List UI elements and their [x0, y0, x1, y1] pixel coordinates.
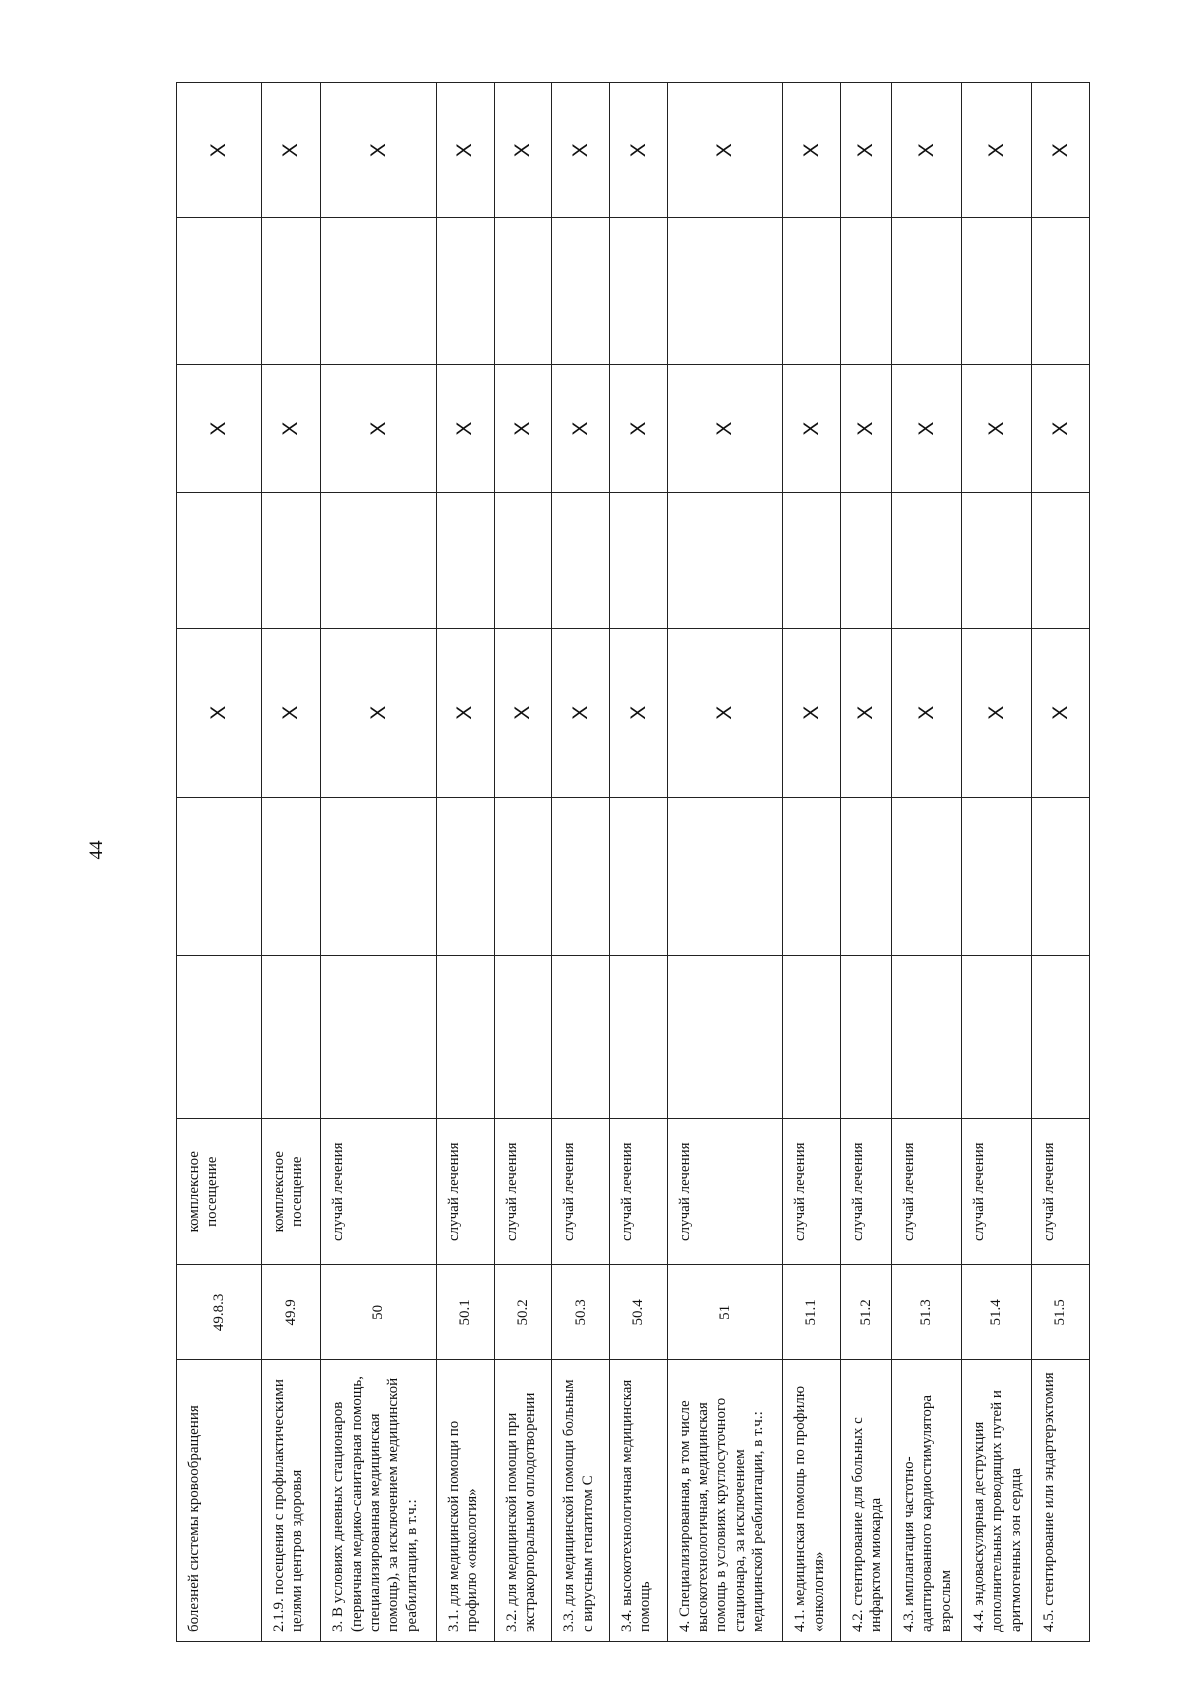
service-name-cell: 3.3. для медицинской помощи больным с вирусным гепатитом С — [552, 1360, 610, 1642]
value-cell-4 — [892, 493, 962, 628]
value-cell-7: X — [667, 83, 782, 218]
unit-cell: случай лечения — [321, 1118, 436, 1265]
value-cell-5: X — [962, 364, 1032, 493]
value-cell-3: X — [610, 628, 668, 797]
value-cell-7: X — [840, 83, 891, 218]
unit-cell: случай лечения — [610, 1118, 668, 1265]
table-row — [962, 83, 1032, 1642]
service-name-cell: 3.2. для медицинской помощи при экстракорпоральном оплодотворении — [494, 1360, 552, 1642]
value-cell-2 — [667, 797, 782, 955]
value-cell-7: X — [1032, 83, 1090, 218]
value-cell-7: X — [177, 83, 262, 218]
unit-cell: случай лечения — [840, 1118, 891, 1265]
value-cell-5: X — [321, 364, 436, 493]
value-cell-1 — [436, 955, 494, 1118]
row-code-cell: 51.3 — [892, 1265, 962, 1360]
table-row — [494, 83, 552, 1642]
value-cell-1 — [552, 955, 610, 1118]
service-name-cell: 3.4. высокотехнологичная медицинская помощь — [610, 1360, 668, 1642]
value-cell-4 — [667, 493, 782, 628]
table-row — [321, 83, 436, 1642]
value-cell-4 — [962, 493, 1032, 628]
value-cell-6 — [667, 218, 782, 365]
value-cell-5: X — [840, 364, 891, 493]
table-row — [261, 83, 321, 1642]
value-cell-2 — [436, 797, 494, 955]
value-cell-4 — [552, 493, 610, 628]
value-cell-6 — [610, 218, 668, 365]
value-cell-7: X — [783, 83, 841, 218]
table-row — [552, 83, 610, 1642]
value-cell-3: X — [177, 628, 262, 797]
value-cell-6 — [962, 218, 1032, 365]
value-cell-5: X — [261, 364, 321, 493]
table-row — [783, 83, 841, 1642]
service-name-cell: 3.1. для медицинской помощи по профилю «онкология» — [436, 1360, 494, 1642]
value-cell-7: X — [962, 83, 1032, 218]
value-cell-2 — [494, 797, 552, 955]
service-name-cell: 3. В условиях дневных стационаров (первичная медико-санитарная помощь, специализированная медицинская помощь), за исключением медицинской реабилитации, в т.ч.: — [321, 1360, 436, 1642]
row-code-cell: 51.1 — [783, 1265, 841, 1360]
unit-cell: случай лечения — [494, 1118, 552, 1265]
table-row — [436, 83, 494, 1642]
value-cell-5: X — [783, 364, 841, 493]
row-code-cell: 50.2 — [494, 1265, 552, 1360]
value-cell-2 — [1032, 797, 1090, 955]
table-row — [667, 83, 782, 1642]
value-cell-1 — [1032, 955, 1090, 1118]
value-cell-6 — [436, 218, 494, 365]
table-row — [610, 83, 668, 1642]
value-cell-6 — [494, 218, 552, 365]
value-cell-3: X — [321, 628, 436, 797]
value-cell-5: X — [667, 364, 782, 493]
value-cell-1 — [177, 955, 262, 1118]
value-cell-3: X — [667, 628, 782, 797]
row-code-cell: 49.9 — [261, 1265, 321, 1360]
service-name-cell: болезней системы кровообращения — [177, 1360, 262, 1642]
row-code-cell: 50 — [321, 1265, 436, 1360]
value-cell-7: X — [436, 83, 494, 218]
row-code-cell: 50.4 — [610, 1265, 668, 1360]
unit-cell: случай лечения — [436, 1118, 494, 1265]
value-cell-3: X — [783, 628, 841, 797]
value-cell-7: X — [261, 83, 321, 218]
value-cell-4 — [177, 493, 262, 628]
value-cell-2 — [892, 797, 962, 955]
value-cell-3: X — [494, 628, 552, 797]
service-name-cell: 4.5. стентирование или эндартерэктомия — [1032, 1360, 1090, 1642]
row-code-cell: 51.4 — [962, 1265, 1032, 1360]
value-cell-1 — [892, 955, 962, 1118]
row-code-cell: 50.1 — [436, 1265, 494, 1360]
row-code-cell: 51 — [667, 1265, 782, 1360]
unit-cell: случай лечения — [962, 1118, 1032, 1265]
value-cell-4 — [261, 493, 321, 628]
value-cell-6 — [783, 218, 841, 365]
value-cell-6 — [552, 218, 610, 365]
value-cell-3: X — [552, 628, 610, 797]
value-cell-4 — [494, 493, 552, 628]
unit-cell: случай лечения — [552, 1118, 610, 1265]
value-cell-2 — [177, 797, 262, 955]
value-cell-3: X — [436, 628, 494, 797]
value-cell-1 — [840, 955, 891, 1118]
unit-cell: комплексное посещение — [177, 1118, 262, 1265]
row-code-cell: 51.2 — [840, 1265, 891, 1360]
row-code-cell: 51.5 — [1032, 1265, 1090, 1360]
value-cell-7: X — [552, 83, 610, 218]
service-name-cell: 4.1. медицинская помощь по профилю «онкология» — [783, 1360, 841, 1642]
volume-table — [176, 82, 1090, 1642]
row-code-cell: 50.3 — [552, 1265, 610, 1360]
value-cell-6 — [1032, 218, 1090, 365]
service-name-cell: 4.2. стентирование для больных с инфарктом миокарда — [840, 1360, 891, 1642]
value-cell-1 — [494, 955, 552, 1118]
service-name-cell: 2.1.9. посещения с профилактическими целями центров здоровья — [261, 1360, 321, 1642]
value-cell-4 — [840, 493, 891, 628]
value-cell-2 — [610, 797, 668, 955]
value-cell-3: X — [840, 628, 891, 797]
unit-cell: случай лечения — [783, 1118, 841, 1265]
value-cell-1 — [962, 955, 1032, 1118]
value-cell-1 — [667, 955, 782, 1118]
value-cell-2 — [321, 797, 436, 955]
value-cell-4 — [1032, 493, 1090, 628]
value-cell-2 — [783, 797, 841, 955]
value-cell-1 — [610, 955, 668, 1118]
value-cell-3: X — [892, 628, 962, 797]
value-cell-4 — [610, 493, 668, 628]
value-cell-4 — [783, 493, 841, 628]
value-cell-7: X — [892, 83, 962, 218]
value-cell-1 — [783, 955, 841, 1118]
value-cell-1 — [261, 955, 321, 1118]
value-cell-7: X — [610, 83, 668, 218]
value-cell-5: X — [892, 364, 962, 493]
value-cell-5: X — [610, 364, 668, 493]
value-cell-5: X — [494, 364, 552, 493]
value-cell-5: X — [1032, 364, 1090, 493]
value-cell-5: X — [436, 364, 494, 493]
value-cell-2 — [962, 797, 1032, 955]
value-cell-1 — [321, 955, 436, 1118]
value-cell-6 — [177, 218, 262, 365]
table-row — [177, 83, 262, 1642]
value-cell-3: X — [962, 628, 1032, 797]
value-cell-3: X — [1032, 628, 1090, 797]
value-cell-2 — [840, 797, 891, 955]
service-name-cell: 4.4. эндоваскулярная деструкция дополнительных проводящих путей и аритмогенных зон сердца — [962, 1360, 1032, 1642]
value-cell-6 — [261, 218, 321, 365]
table-row — [892, 83, 962, 1642]
unit-cell: случай лечения — [892, 1118, 962, 1265]
value-cell-6 — [321, 218, 436, 365]
service-name-cell: 4.3. имплантация частотно-адаптированного кардиостимулятора взрослым — [892, 1360, 962, 1642]
service-name-cell: 4. Специализированная, в том числе высокотехнологичная, медицинская помощь в условиях круглосуточного стационара, за исключением медицинской реабилитации, в т.ч.: — [667, 1360, 782, 1642]
table-row — [840, 83, 891, 1642]
value-cell-6 — [892, 218, 962, 365]
value-cell-4 — [436, 493, 494, 628]
value-cell-2 — [552, 797, 610, 955]
unit-cell: случай лечения — [667, 1118, 782, 1265]
unit-cell: случай лечения — [1032, 1118, 1090, 1265]
unit-cell: комплексное посещение — [261, 1118, 321, 1265]
rotated-table-container — [176, 82, 1090, 1642]
value-cell-2 — [261, 797, 321, 955]
value-cell-5: X — [177, 364, 262, 493]
value-cell-7: X — [494, 83, 552, 218]
table-row — [1032, 83, 1090, 1642]
table-body — [177, 83, 1090, 1642]
value-cell-6 — [840, 218, 891, 365]
value-cell-3: X — [261, 628, 321, 797]
page-number: 44 — [86, 840, 107, 860]
value-cell-5: X — [552, 364, 610, 493]
row-code-cell: 49.8.3 — [177, 1265, 262, 1360]
value-cell-7: X — [321, 83, 436, 218]
value-cell-4 — [321, 493, 436, 628]
